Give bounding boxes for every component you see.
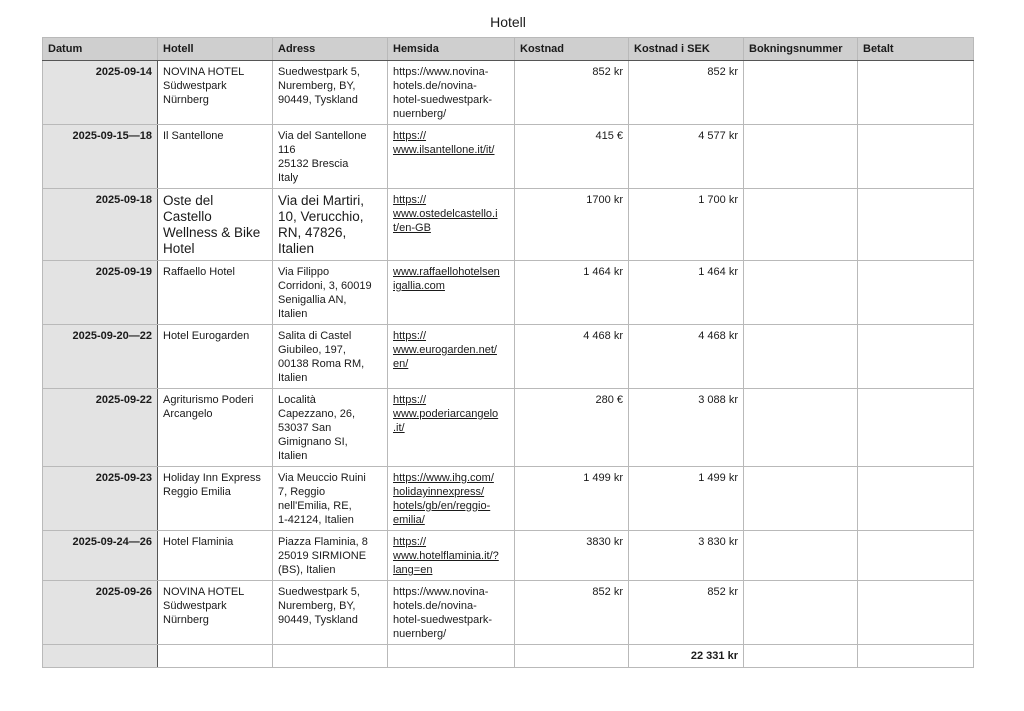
- cell-betalt[interactable]: [858, 531, 974, 581]
- cell-bokningsnummer[interactable]: [744, 325, 858, 389]
- header-adress[interactable]: Adress: [273, 38, 388, 61]
- cell-datum[interactable]: 2025-09-23: [43, 467, 158, 531]
- cell-adress[interactable]: Suedwestpark 5, Nuremberg, BY, 90449, Tyskland: [273, 581, 388, 645]
- cell-datum[interactable]: 2025-09-18: [43, 189, 158, 261]
- header-datum[interactable]: Datum: [43, 38, 158, 61]
- cell-hotell[interactable]: Il Santellone: [158, 125, 273, 189]
- header-hotell[interactable]: Hotell: [158, 38, 273, 61]
- website-link[interactable]: https://www.ihg.com/ holidayinnexpress/ hotels/gb/en/reggio- emilia/: [393, 472, 494, 526]
- cell-hemsida[interactable]: [388, 261, 515, 325]
- cell-bokningsnummer[interactable]: [744, 467, 858, 531]
- website-link[interactable]: https:// www.ilsantellone.it/it/: [393, 130, 495, 156]
- cell-adress[interactable]: Salita di Castel Giubileo, 197, 00138 Roma RM, Italien: [273, 325, 388, 389]
- total-cell-datum[interactable]: [43, 645, 158, 668]
- cell-kostnad-sek[interactable]: 4 577 kr: [629, 125, 744, 189]
- total-cost-sek[interactable]: 22 331 kr: [629, 645, 744, 668]
- cell-hemsida[interactable]: [388, 467, 515, 531]
- cell-kostnad-sek[interactable]: 1 700 kr: [629, 189, 744, 261]
- cell-datum[interactable]: 2025-09-14: [43, 61, 158, 125]
- table-row: [43, 189, 974, 261]
- cell-bokningsnummer[interactable]: [744, 389, 858, 467]
- table-row: [43, 125, 974, 189]
- cell-kostnad[interactable]: 1700 kr: [515, 189, 629, 261]
- table-body: [43, 61, 974, 645]
- website-link[interactable]: https:// www.hotelflaminia.it/? lang=en: [393, 536, 499, 576]
- cell-hemsida[interactable]: [388, 189, 515, 261]
- cell-adress[interactable]: Via Meuccio Ruini 7, Reggio nell'Emilia, RE, 1-42124, Italien: [273, 467, 388, 531]
- cell-hotell[interactable]: NOVINA HOTEL Südwestpark Nürnberg: [158, 61, 273, 125]
- cell-betalt[interactable]: [858, 389, 974, 467]
- table-row: [43, 467, 974, 531]
- cell-kostnad[interactable]: 3830 kr: [515, 531, 629, 581]
- cell-kostnad-sek[interactable]: 1 499 kr: [629, 467, 744, 531]
- cell-hotell[interactable]: Holiday Inn Express Reggio Emilia: [158, 467, 273, 531]
- cell-betalt[interactable]: [858, 125, 974, 189]
- cell-betalt[interactable]: [858, 61, 974, 125]
- hotel-table: [42, 37, 974, 668]
- cell-kostnad[interactable]: 280 €: [515, 389, 629, 467]
- header-row: [43, 38, 974, 61]
- table-row: [43, 325, 974, 389]
- cell-hemsida[interactable]: https://www.novina- hotels.de/novina- hotel-suedwestpark- nuernberg/: [388, 581, 515, 645]
- document-title: Hotell: [490, 14, 526, 30]
- total-cell-adress[interactable]: [273, 645, 388, 668]
- cell-kostnad[interactable]: 1 464 kr: [515, 261, 629, 325]
- cell-kostnad-sek[interactable]: 3 088 kr: [629, 389, 744, 467]
- cell-kostnad[interactable]: 415 €: [515, 125, 629, 189]
- cell-adress[interactable]: Piazza Flaminia, 8 25019 SIRMIONE (BS), Italien: [273, 531, 388, 581]
- website-link[interactable]: https:// www.eurogarden.net/ en/: [393, 330, 497, 370]
- cell-kostnad[interactable]: 1 499 kr: [515, 467, 629, 531]
- cell-hotell[interactable]: Hotel Eurogarden: [158, 325, 273, 389]
- cell-kostnad-sek[interactable]: 1 464 kr: [629, 261, 744, 325]
- header-kostnad-sek[interactable]: Kostnad i SEK: [629, 38, 744, 61]
- total-cell-bokningsnummer[interactable]: [744, 645, 858, 668]
- table-row: [43, 389, 974, 467]
- cell-datum[interactable]: 2025-09-22: [43, 389, 158, 467]
- cell-bokningsnummer[interactable]: [744, 125, 858, 189]
- table-row: [43, 261, 974, 325]
- header-betalt[interactable]: Betalt: [858, 38, 974, 61]
- cell-betalt[interactable]: [858, 581, 974, 645]
- cell-hemsida[interactable]: [388, 531, 515, 581]
- cell-betalt[interactable]: [858, 325, 974, 389]
- cell-hemsida[interactable]: [388, 125, 515, 189]
- cell-hemsida[interactable]: [388, 325, 515, 389]
- cell-kostnad-sek[interactable]: 852 kr: [629, 61, 744, 125]
- cell-bokningsnummer[interactable]: [744, 189, 858, 261]
- cell-hotell[interactable]: Agriturismo Poderi Arcangelo: [158, 389, 273, 467]
- cell-hemsida[interactable]: https://www.novina- hotels.de/novina- hotel-suedwestpark- nuernberg/: [388, 61, 515, 125]
- cell-datum[interactable]: 2025-09-20—22: [43, 325, 158, 389]
- cell-bokningsnummer[interactable]: [744, 581, 858, 645]
- cell-datum[interactable]: 2025-09-19: [43, 261, 158, 325]
- table-row: [43, 61, 974, 125]
- cell-datum[interactable]: 2025-09-24—26: [43, 531, 158, 581]
- cell-adress[interactable]: Via dei Martiri, 10, Verucchio, RN, 47826, Italien: [273, 189, 388, 261]
- table-row: [43, 581, 974, 645]
- cell-adress[interactable]: Località Capezzano, 26, 53037 San Gimignano SI, Italien: [273, 389, 388, 467]
- cell-kostnad[interactable]: 4 468 kr: [515, 325, 629, 389]
- cell-bokningsnummer[interactable]: [744, 261, 858, 325]
- header-bokningsnummer[interactable]: Bokningsnummer: [744, 38, 858, 61]
- cell-adress[interactable]: Via del Santellone 116 25132 Brescia Italy: [273, 125, 388, 189]
- cell-kostnad[interactable]: 852 kr: [515, 581, 629, 645]
- header-hemsida[interactable]: Hemsida: [388, 38, 515, 61]
- website-link[interactable]: https:// www.poderiarcangelo .it/: [393, 394, 499, 434]
- total-cell-hemsida[interactable]: [388, 645, 515, 668]
- cell-hotell[interactable]: Oste del Castello Wellness & Bike Hotel: [158, 189, 273, 261]
- total-cell-betalt[interactable]: [858, 645, 974, 668]
- cell-betalt[interactable]: [858, 261, 974, 325]
- cell-hotell[interactable]: Raffaello Hotel: [158, 261, 273, 325]
- cell-datum[interactable]: 2025-09-26: [43, 581, 158, 645]
- total-row: [43, 645, 974, 668]
- cell-betalt[interactable]: [858, 189, 974, 261]
- cell-adress[interactable]: Via Filippo Corridoni, 3, 60019 Senigallia AN, Italien: [273, 261, 388, 325]
- cell-adress[interactable]: Suedwestpark 5, Nuremberg, BY, 90449, Tyskland: [273, 61, 388, 125]
- cell-betalt[interactable]: [858, 467, 974, 531]
- website-link[interactable]: www.raffaellohotelsen igallia.com: [393, 266, 500, 292]
- total-cell-kostnad[interactable]: [515, 645, 629, 668]
- cell-hotell[interactable]: Hotel Flaminia: [158, 531, 273, 581]
- cell-bokningsnummer[interactable]: [744, 531, 858, 581]
- table-row: [43, 531, 974, 581]
- cell-datum[interactable]: 2025-09-15—18: [43, 125, 158, 189]
- header-kostnad[interactable]: Kostnad: [515, 38, 629, 61]
- cell-bokningsnummer[interactable]: [744, 61, 858, 125]
- cell-kostnad-sek[interactable]: 3 830 kr: [629, 531, 744, 581]
- cell-kostnad-sek[interactable]: 852 kr: [629, 581, 744, 645]
- cell-kostnad-sek[interactable]: 4 468 kr: [629, 325, 744, 389]
- cell-kostnad[interactable]: 852 kr: [515, 61, 629, 125]
- website-link[interactable]: https:// www.ostedelcastello.i t/en-GB: [393, 194, 498, 234]
- cell-hemsida[interactable]: [388, 389, 515, 467]
- cell-hotell[interactable]: NOVINA HOTEL Südwestpark Nürnberg: [158, 581, 273, 645]
- total-cell-hotell[interactable]: [158, 645, 273, 668]
